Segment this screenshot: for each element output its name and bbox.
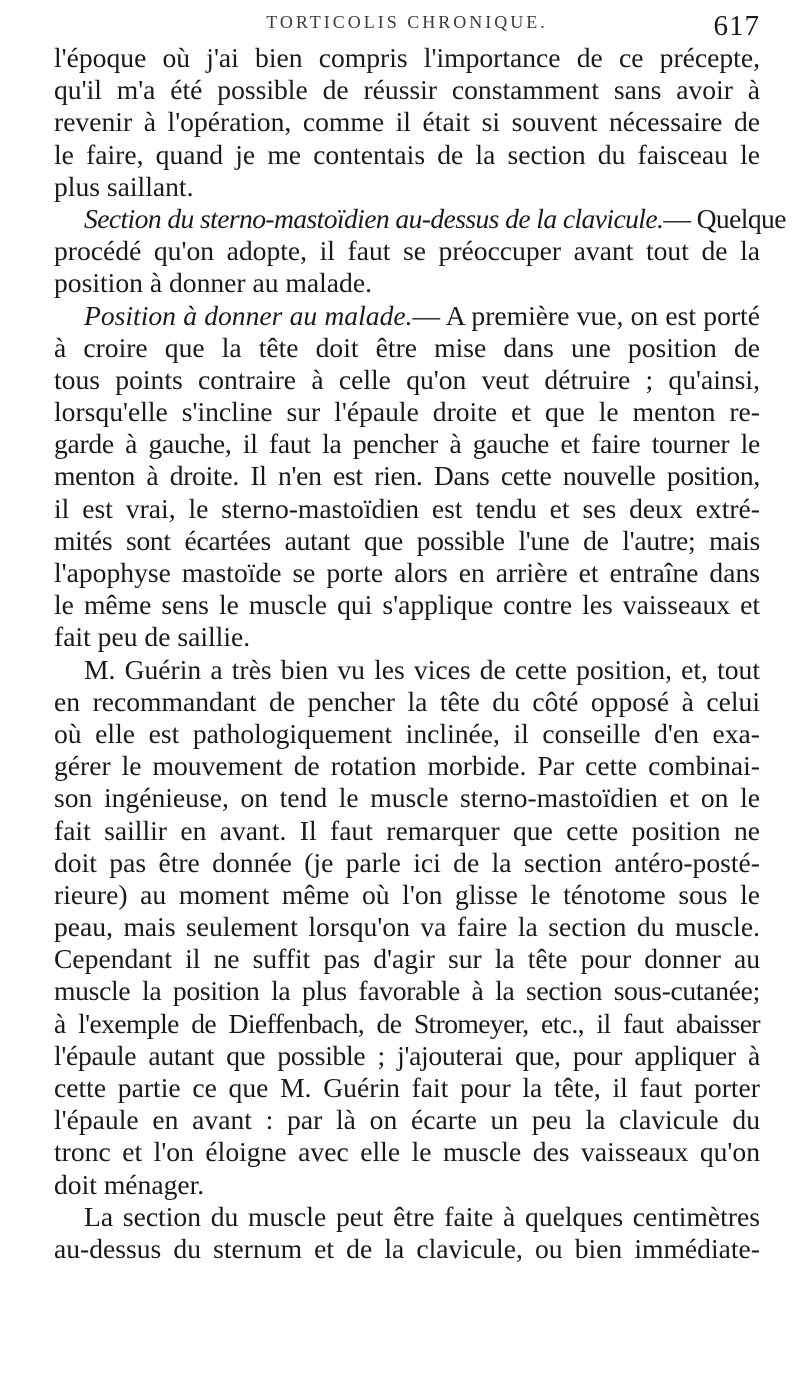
text-line: menton à droite. Il n'en est rien. Dans cette nouvelle position, [54, 460, 760, 492]
text-line: fait saillir en avant. Il faut remarquer que cette position ne [54, 814, 760, 846]
text-line: Cependant il ne suffit pas d'agir sur la tête pour donner au [54, 943, 760, 975]
text-line: le faire, quand je me contentais de la section du faisceau le [54, 138, 760, 170]
text-line: fait peu de saillie. [54, 621, 251, 653]
section-heading-text: — A première vue, on est porté [412, 299, 760, 331]
section-heading: Section du sterno-mastoïdien au-dessus de la clavicule. [84, 202, 664, 234]
text-line: tronc et l'on éloigne avec elle le muscle des vaisseaux qu'on [54, 1136, 760, 1168]
text-line: l'épaule autant que possible ; j'ajouterai que, pour appliquer à [54, 1039, 760, 1071]
text-line: doit ménager. [54, 1168, 205, 1200]
section-heading-text: — Quelque [663, 202, 786, 234]
text-line: plus saillant. [54, 170, 194, 202]
section-heading: Position à donner au malade. [84, 299, 413, 331]
text-line: l'épaule en avant : par là on écarte un peu la clavicule du [54, 1104, 760, 1136]
text-line: position à donner au malade. [54, 267, 373, 299]
text-line: l'époque où j'ai bien compris l'importance de ce précepte, [54, 42, 760, 73]
running-title: TORTICOLIS CHRONIQUE. [266, 12, 548, 32]
text-line: muscle la position la plus favorable à la section sous-cutanée; [54, 975, 760, 1007]
text-line: le même sens le muscle qui s'applique contre les vaisseaux et [54, 589, 760, 621]
text-line: La section du muscle peut être faite à quelques centimètres [84, 1200, 760, 1232]
text-line: qu'il m'a été possible de réussir constamment sans avoir à [54, 74, 760, 106]
page-number: 617 [713, 10, 760, 42]
text-line: rieure) au moment même où l'on glisse le ténotome sous le [54, 878, 760, 910]
text-line: mités sont écartées autant que possible l'une de l'autre; mais [54, 524, 760, 556]
text-line: en recommandant de pencher la tête du côté opposé à celui [54, 685, 760, 717]
text-line: il est vrai, le sterno-mastoïdien est tendu et ses deux extré- [54, 492, 760, 524]
text-line: l'apophyse mastoïde se porte alors en arrière et entraîne dans [54, 557, 760, 588]
text-line: son ingénieuse, on tend le muscle sterno-mastoïdien et on le [54, 782, 760, 814]
text-line: revenir à l'opération, comme il était si souvent nécessaire de [54, 106, 760, 138]
text-line: à croire que la tête doit être mise dans une position de [54, 331, 760, 363]
text-line: procédé qu'on adopte, il faut se préoccuper avant tout de la [54, 235, 760, 267]
text-line: garde à gauche, il faut la pencher à gauche et faire tourner le [54, 428, 760, 460]
text-line: cette partie ce que M. Guérin fait pour la tête, il faut porter [54, 1072, 760, 1103]
body-text [54, 42, 786, 1265]
text-line: où elle est pathologiquement inclinée, il conseille d'en exa- [54, 717, 760, 749]
text-line: doit pas être donnée (je parle ici de la section antéro-posté- [54, 846, 760, 878]
text-line: lorsqu'elle s'incline sur l'épaule droite et que le menton re- [54, 396, 760, 428]
text-line: M. Guérin a très bien vu les vices de cette position, et, tout [84, 653, 760, 685]
text-line: au-dessus du sternum et de la clavicule, ou bien immédiate- [54, 1232, 760, 1264]
section-heading-line [54, 202, 786, 235]
running-head [54, 10, 760, 44]
text-line: à l'exemple de Dieffenbach, de Stromeyer, etc., il faut abaisser [54, 1007, 760, 1039]
text-line: tous points contraire à celle qu'on veut détruire ; qu'ainsi, [54, 363, 760, 395]
text-line: peau, mais seulement lorsqu'on va faire la section du muscle. [54, 911, 760, 943]
section-heading-line [54, 300, 760, 332]
text-line: gérer le mouvement de rotation morbide. Par cette combinai- [54, 750, 760, 782]
